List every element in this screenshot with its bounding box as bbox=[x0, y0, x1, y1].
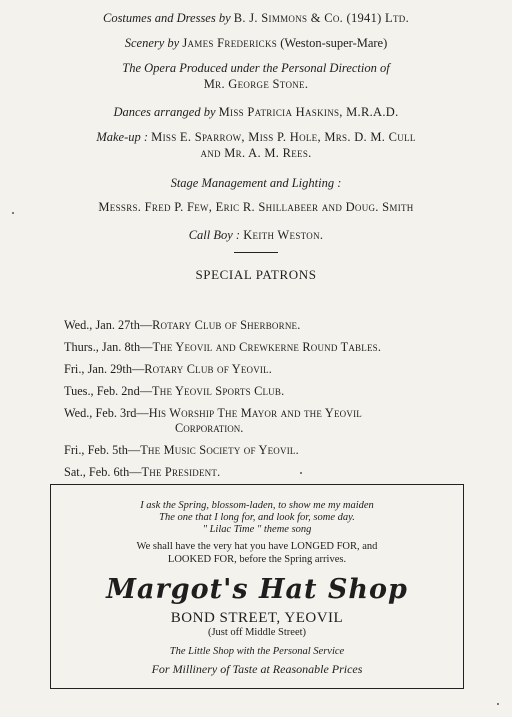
patron-date: Fri., Feb. 5th— bbox=[64, 443, 141, 457]
credit-scenery bbox=[0, 35, 512, 51]
credit-name: Mr. George Stone. bbox=[203, 77, 309, 91]
credits-section bbox=[0, 10, 512, 289]
hat-shop-advert bbox=[50, 484, 464, 689]
credit-stage bbox=[0, 175, 512, 215]
patron-entry bbox=[64, 318, 484, 333]
print-speck bbox=[300, 472, 302, 474]
offer-line: LOOKED FOR, before the Spring arrives. bbox=[167, 554, 347, 565]
credit-role: The Opera Produced under the Personal Direction of bbox=[122, 61, 390, 75]
patron-name: Rotary Club of Sherborne. bbox=[152, 318, 301, 332]
credit-name: Miss Patricia Haskins, M.R.A.D. bbox=[218, 105, 399, 119]
patron-entry bbox=[64, 465, 484, 480]
patron-name: The Yeovil Sports Club. bbox=[152, 384, 285, 398]
shop-name: Margot's Hat Shop bbox=[106, 574, 408, 605]
patron-date: Wed., Jan. 27th— bbox=[64, 318, 153, 332]
patron-date: Sat., Feb. 6th— bbox=[64, 465, 142, 479]
patron-entry bbox=[64, 406, 484, 436]
section-divider bbox=[234, 252, 278, 253]
patron-name-continued: Corporation. bbox=[175, 421, 244, 435]
credit-name-continued: and Mr. A. M. Rees. bbox=[200, 146, 312, 160]
print-speck bbox=[12, 212, 14, 214]
shop-address: BOND STREET, YEOVIL bbox=[170, 610, 344, 626]
credit-name: B. J. Simmons & Co. (1941) Ltd. bbox=[233, 11, 409, 25]
offer-line: We shall have the very hat you have LONGED FOR, and bbox=[136, 541, 378, 552]
shop-tagline-secondary: For Millinery of Taste at Reasonable Prices bbox=[151, 662, 363, 676]
credit-role: Dances arranged by bbox=[113, 105, 216, 119]
credit-role: Scenery by bbox=[124, 36, 180, 50]
patrons-list bbox=[64, 318, 484, 487]
patron-date: Fri., Jan. 29th— bbox=[64, 362, 145, 376]
credit-name: Miss E. Sparrow, Miss P. Hole, Mrs. D. M. Cull bbox=[151, 130, 416, 144]
credit-role: Call Boy : bbox=[188, 228, 241, 242]
advert-offer bbox=[51, 540, 463, 566]
lyric-line: The one that I long for, and look for, some day. bbox=[159, 512, 355, 523]
credit-role: Costumes and Dresses by bbox=[102, 11, 231, 25]
credit-callboy bbox=[0, 227, 512, 243]
patron-entry bbox=[64, 443, 484, 458]
credit-suffix: (Weston-super-Mare) bbox=[280, 36, 388, 50]
credit-role: Stage Management and Lighting : bbox=[170, 176, 342, 190]
patron-date: Thurs., Jan. 8th— bbox=[64, 340, 153, 354]
patron-name: The President. bbox=[141, 465, 221, 479]
advert-lyric bbox=[51, 500, 463, 536]
lyric-line: " Lilac Time " theme song bbox=[202, 524, 312, 535]
patron-name: The Yeovil and Crewkerne Round Tables. bbox=[152, 340, 382, 354]
credit-costumes bbox=[0, 10, 512, 26]
credit-name: James Fredericks bbox=[182, 36, 278, 50]
patron-name: Rotary Club of Yeovil. bbox=[144, 362, 273, 376]
credit-role: Make-up : bbox=[96, 130, 149, 144]
shop-tagline: The Little Shop with the Personal Service bbox=[169, 646, 345, 657]
patrons-heading: SPECIAL PATRONS bbox=[195, 267, 317, 282]
credit-direction bbox=[0, 60, 512, 92]
patron-entry bbox=[64, 340, 484, 355]
credit-makeup bbox=[0, 129, 512, 161]
credit-name: Messrs. Fred P. Few, Eric R. Shillabeer and Doug. Smith bbox=[98, 200, 414, 214]
lyric-line: I ask the Spring, blossom-laden, to show me my maiden bbox=[140, 500, 374, 511]
credit-name: Keith Weston. bbox=[243, 228, 324, 242]
patron-name: His Worship The Mayor and the Yeovil bbox=[148, 406, 362, 420]
patron-name: The Music Society of Yeovil. bbox=[140, 443, 299, 457]
shop-address-note: (Just off Middle Street) bbox=[207, 627, 307, 638]
patron-entry bbox=[64, 384, 484, 399]
patron-entry bbox=[64, 362, 484, 377]
patron-date: Tues., Feb. 2nd— bbox=[64, 384, 153, 398]
credit-dances bbox=[0, 104, 512, 120]
patron-date: Wed., Feb. 3rd— bbox=[64, 406, 149, 420]
print-speck bbox=[497, 703, 499, 705]
